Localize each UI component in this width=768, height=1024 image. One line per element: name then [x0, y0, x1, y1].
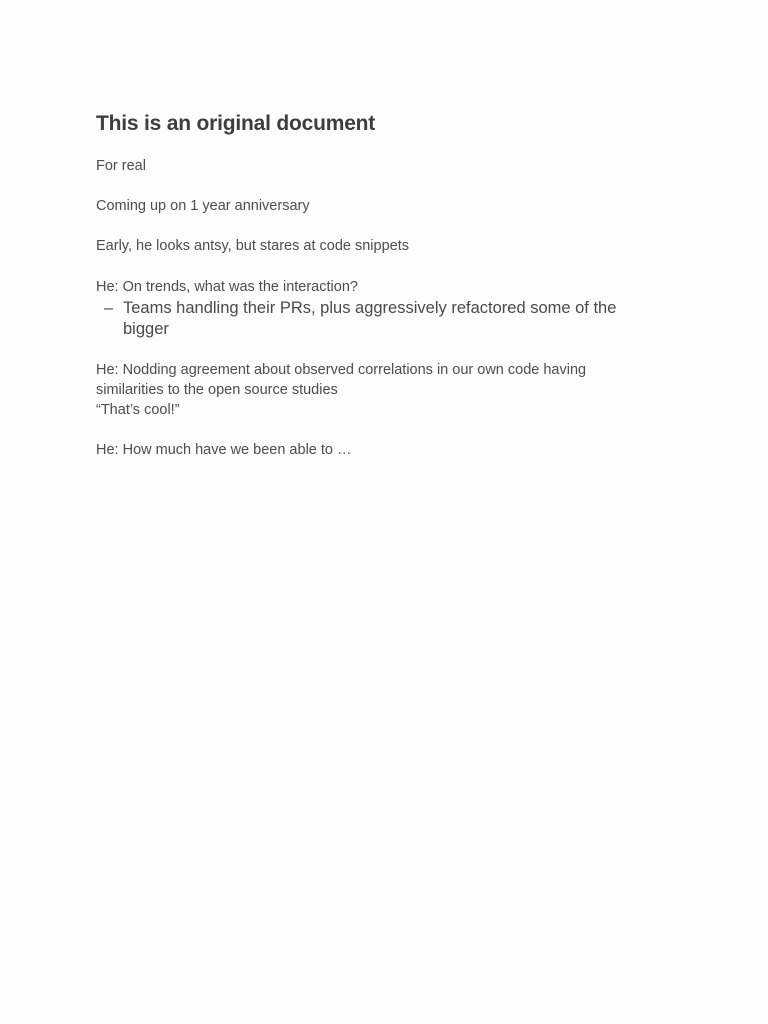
- paragraph-early: Early, he looks antsy, but stares at code snippets: [96, 238, 409, 254]
- dash-bullet-icon: –: [104, 299, 114, 317]
- paragraph-quote: “That’s cool!”: [96, 402, 180, 418]
- bullet-text: Teams handling their PRs, plus aggressively refactored some of the bigger: [123, 299, 617, 338]
- document-title: This is an original document: [96, 112, 376, 135]
- paragraph-anniversary: Coming up on 1 year anniversary: [96, 198, 310, 214]
- paragraph-how-much: He: How much have we been able to …: [96, 442, 352, 458]
- paragraph-for-real: For real: [96, 158, 146, 174]
- paragraph-nodding: He: Nodding agreement about observed correlations in our own code having similarities to the open source studies: [96, 362, 587, 398]
- paragraph-trends: He: On trends, what was the interaction?: [96, 279, 358, 295]
- document-body: [96, 110, 656, 460]
- bullet-list: [96, 298, 656, 340]
- list-item: [96, 298, 656, 340]
